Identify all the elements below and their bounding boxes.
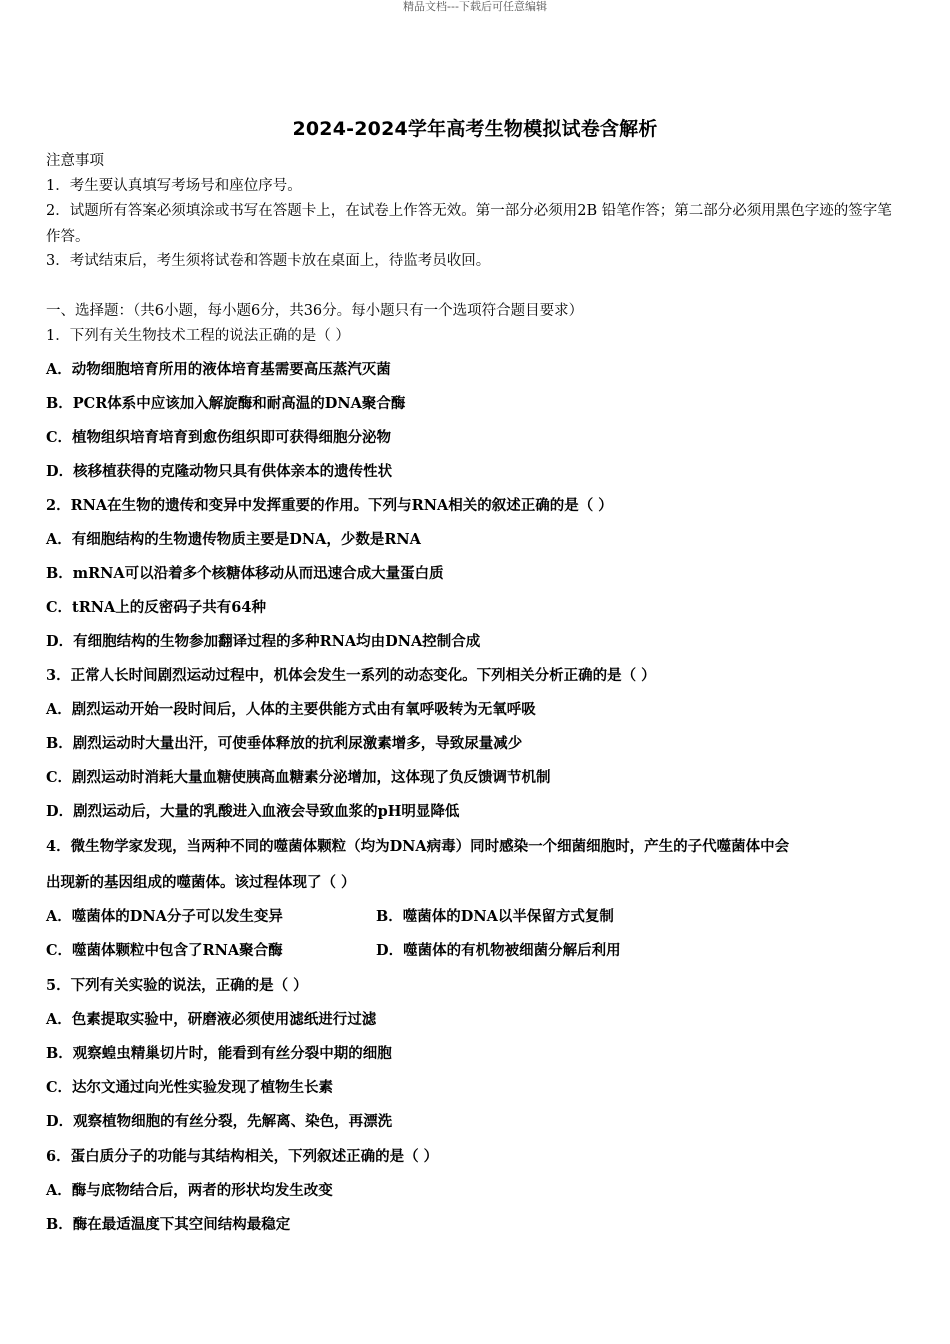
question-3-option-d: D．剧烈运动后，大量的乳酸进入血液会导致血浆的pH明显降低 [46, 803, 460, 820]
question-5-option-b: B．观察蝗虫精巢切片时，能看到有丝分裂中期的细胞 [46, 1045, 392, 1062]
page-title: 2024-2024学年高考生物模拟试卷含解析 [292, 118, 658, 140]
header-watermark: 精品文档---下载后可任意编辑 [403, 0, 547, 13]
question-2-stem: 2．RNA在生物的遗传和变异中发挥重要的作用。下列与RNA相关的叙述正确的是（ ） [46, 497, 613, 514]
question-3-option-b: B．剧烈运动时大量出汗，可使垂体释放的抗利尿激素增多，导致尿量减少 [46, 735, 523, 752]
question-1-stem: 1．下列有关生物技术工程的说法正确的是（ ） [46, 328, 350, 344]
question-2-option-d: D．有细胞结构的生物参加翻译过程的多种RNA均由DNA控制合成 [46, 633, 481, 650]
question-4-option-b: B．噬菌体的DNA以半保留方式复制 [376, 908, 614, 925]
question-1-option-b: B．PCR体系中应该加入解旋酶和耐高温的DNA聚合酶 [46, 395, 406, 412]
question-6-stem: 6．蛋白质分子的功能与其结构相关，下列叙述正确的是（ ） [46, 1148, 439, 1165]
question-4-options-row-1 [46, 907, 906, 927]
question-6-option-a: A．酶与底物结合后，两者的形状均发生改变 [46, 1182, 333, 1199]
question-1-option-a: A．动物细胞培育所用的液体培育基需要高压蒸汽灭菌 [46, 361, 391, 378]
question-1-option-c: C．植物组织培育培育到愈伤组织即可获得细胞分泌物 [46, 429, 392, 446]
question-3-option-a: A．剧烈运动开始一段时间后，人体的主要供能方式由有氧呼吸转为无氧呼吸 [46, 701, 536, 718]
question-4-option-a: A．噬菌体的DNA分子可以发生变异 [46, 908, 283, 925]
question-2-option-a: A．有细胞结构的生物遗传物质主要是DNA，少数是RNA [46, 531, 421, 548]
notice-heading: 注意事项 [46, 153, 104, 169]
question-5-option-a: A．色素提取实验中，研磨液必须使用滤纸进行过滤 [46, 1011, 377, 1028]
question-4-stem-line-1: 4．微生物学家发现，当两种不同的噬菌体颗粒（均为DNA病毒）同时感染一个细菌细胞时，产生的子代噬菌体中会 [46, 838, 790, 855]
question-1-option-d: D．核移植获得的克隆动物只具有供体亲本的遗传性状 [46, 463, 393, 480]
notice-item-2: 2．试题所有答案必须填涂或书写在答题卡上，在试卷上作答无效。第一部分必须用2B 铅笔作答；第二部分必须用黑色字迹的签字笔作答。 [46, 203, 892, 245]
question-3-option-c: C．剧烈运动时消耗大量血糖使胰高血糖素分泌增加，这体现了负反馈调节机制 [46, 769, 551, 786]
question-2-option-c: C．tRNA上的反密码子共有64种 [46, 599, 266, 616]
question-5-option-c: C．达尔文通过向光性实验发现了植物生长素 [46, 1079, 334, 1096]
question-3-stem: 3．正常人长时间剧烈运动过程中，机体会发生一系列的动态变化。下列相关分析正确的是（ ） [46, 667, 656, 684]
question-4-option-d: D．噬菌体的有机物被细菌分解后利用 [376, 942, 621, 959]
notice-item-3: 3．考试结束后，考生须将试卷和答题卡放在桌面上，待监考员收回。 [46, 253, 491, 269]
question-5-stem: 5．下列有关实验的说法，正确的是（ ） [46, 977, 308, 994]
question-2-option-b: B．mRNA可以沿着多个核糖体移动从而迅速合成大量蛋白质 [46, 565, 444, 582]
question-4-stem-line-2: 出现新的基因组成的噬菌体。该过程体现了（ ） [46, 874, 356, 891]
notice-item-1: 1．考生要认真填写考场号和座位序号。 [46, 178, 302, 194]
question-4-options-row-2 [46, 941, 906, 961]
section-heading: 一、选择题：（共6小题，每小题6分，共36分。每小题只有一个选项符合题目要求） [46, 303, 584, 319]
question-6-option-b: B．酶在最适温度下其空间结构最稳定 [46, 1216, 291, 1233]
question-5-option-d: D．观察植物细胞的有丝分裂，先解离、染色，再漂洗 [46, 1113, 393, 1130]
question-4-option-c: C．噬菌体颗粒中包含了RNA聚合酶 [46, 942, 283, 959]
